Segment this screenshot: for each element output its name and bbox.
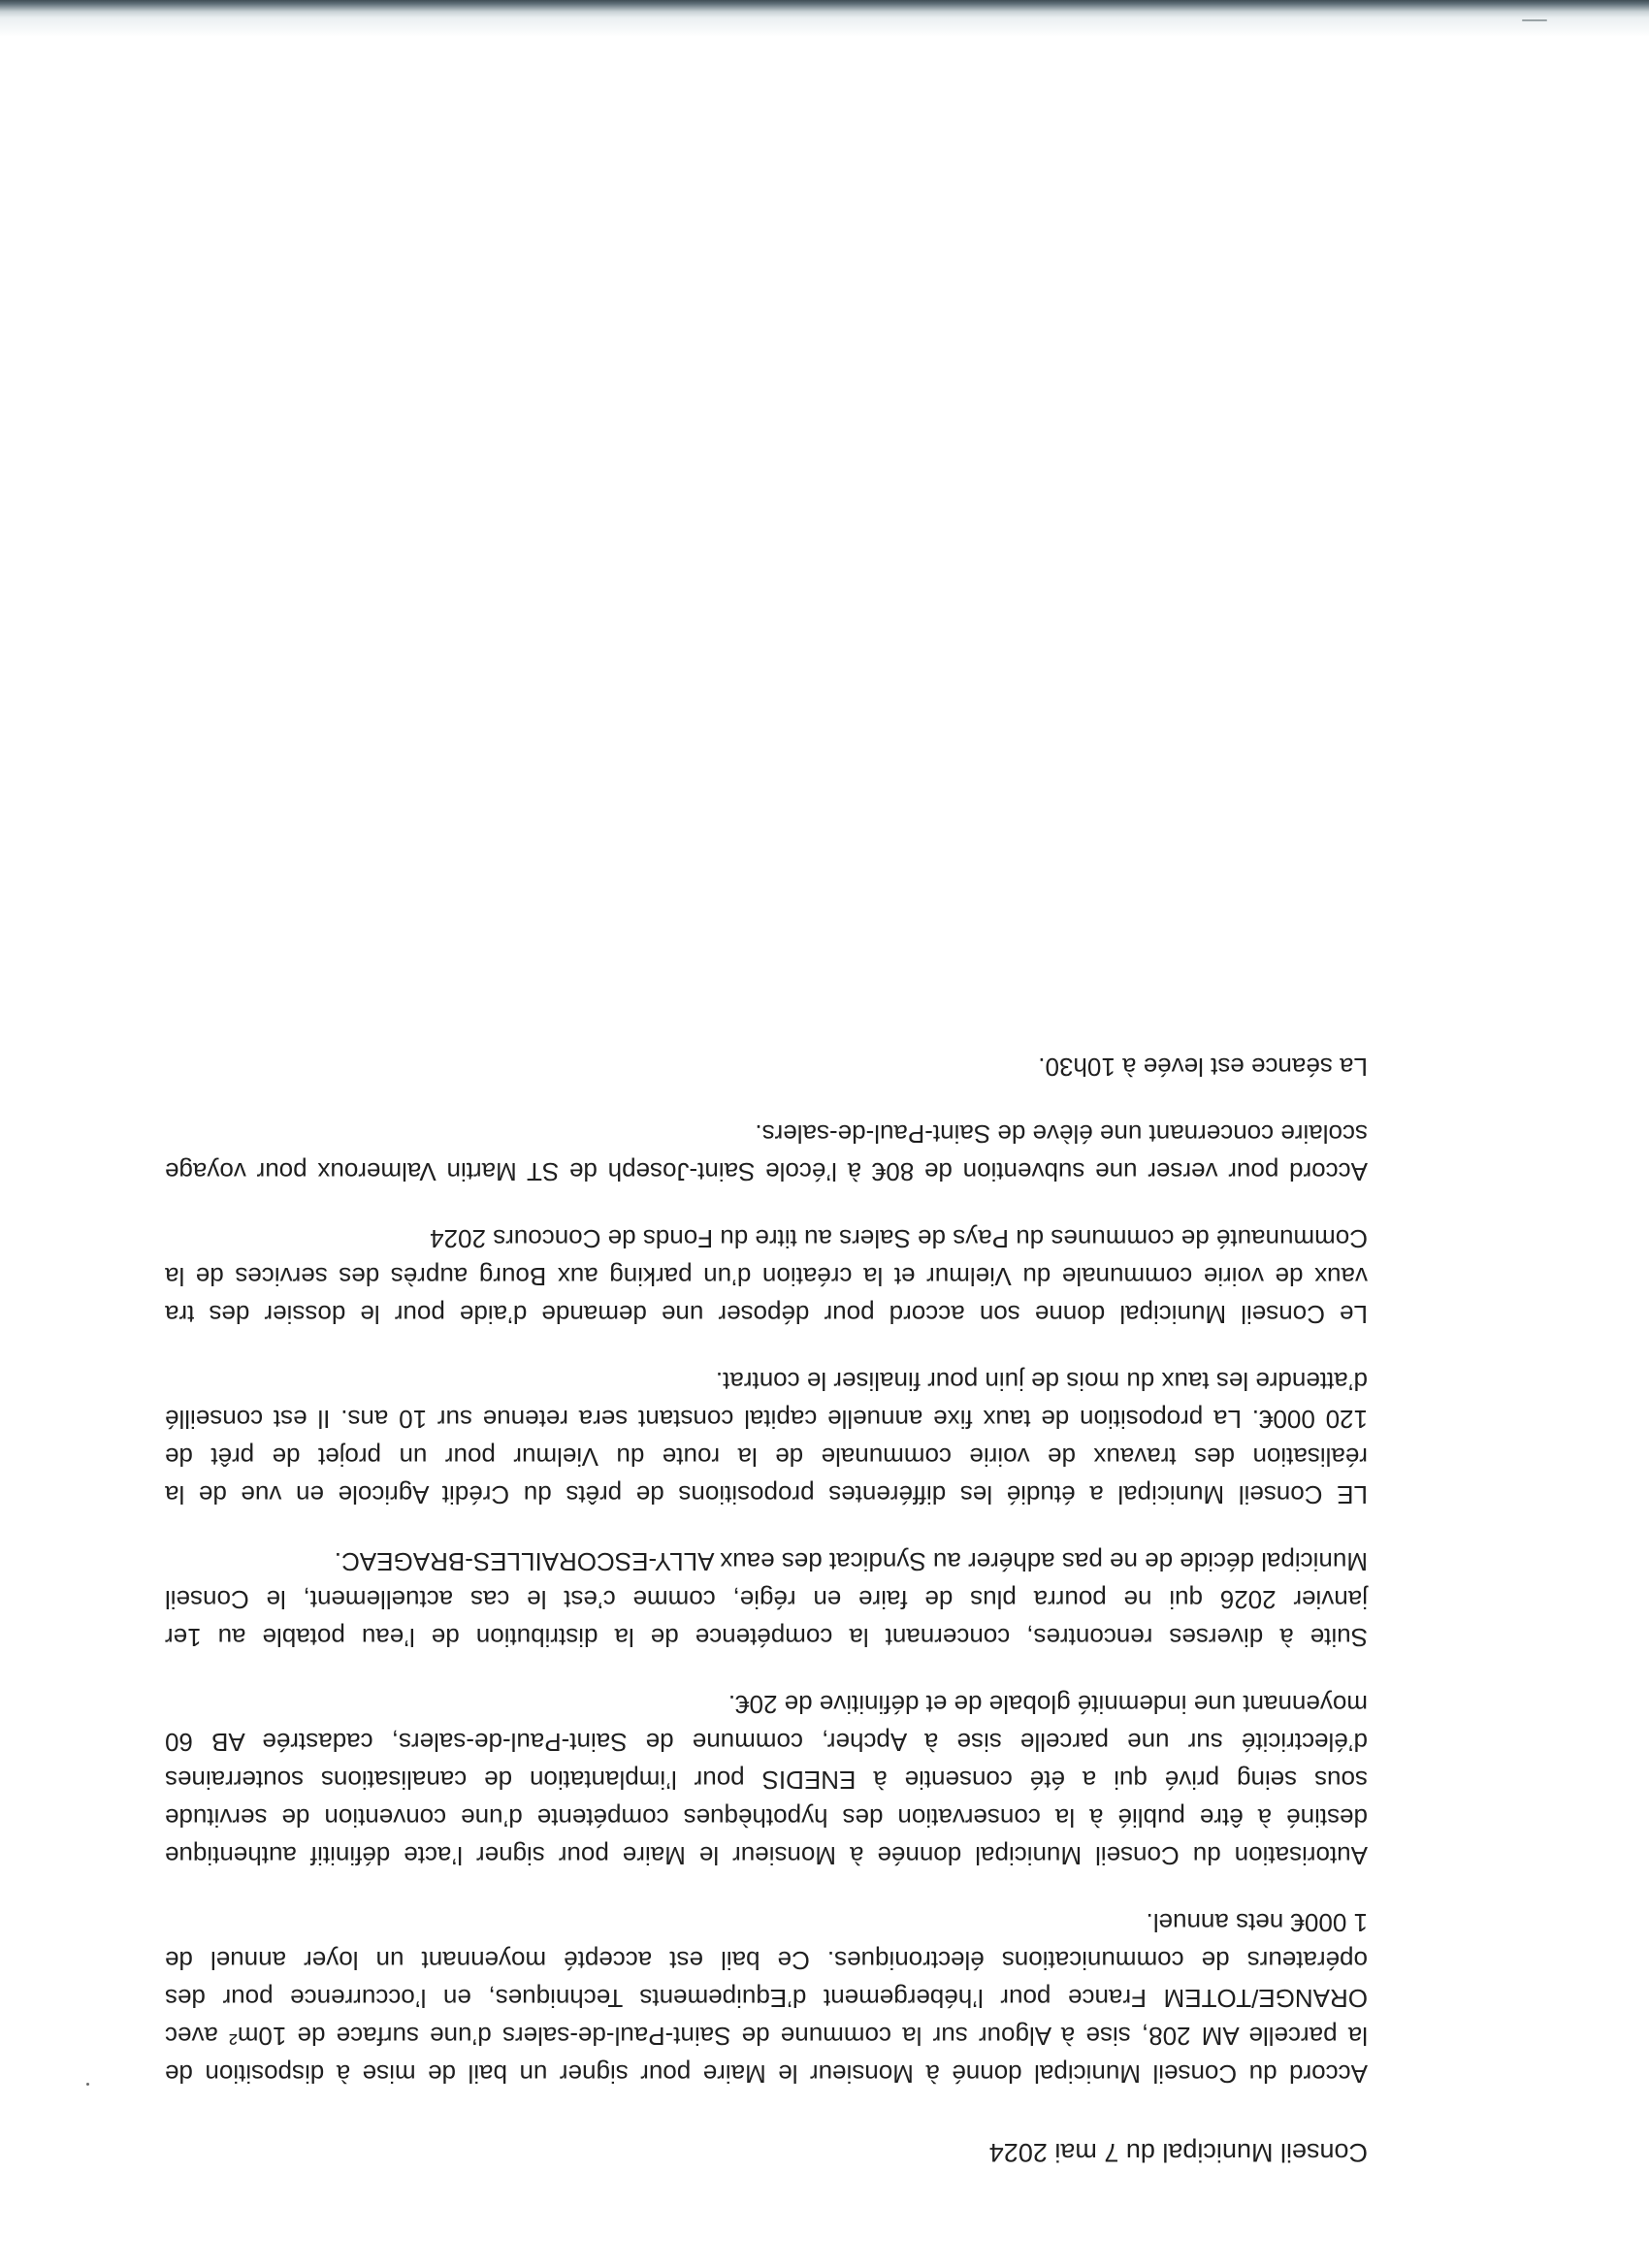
text-line: Autorisation du Conseil Municipal donnée à Monsieur le Maire pour signer l’acte définitif authentique [165, 1841, 1368, 1870]
scan-speck [86, 2083, 89, 2086]
text-line: ORANGE/TOTEM France pour l’hébergement d’Equipements Techniques, en l’occurrence pour des [165, 1984, 1368, 2013]
paragraph-subvention [165, 1115, 1368, 1190]
text-line: opérateurs de communications électroniques. Ce bail est accepté moyennant un loyer annuel de [165, 1946, 1368, 1975]
text-line: 120 000€. La proposition de taux fixe annuelle capital constant sera retenue sur 10 ans. Il est conseillé [165, 1405, 1368, 1434]
text-line: d’électricité sur une parcelle sise à Apcher, commune de Saint-Paul-de-salers, cadastrée AB 60 [165, 1728, 1368, 1757]
text-line: vaux de voirie communale du Vielmur et la création d’un parking aux Bourg auprès des services de la [165, 1262, 1368, 1291]
scanner-edge-strip [0, 0, 1649, 17]
text-line: Communauté de communes du Pays de Salers au titre du Fonds de Concours 2024 [430, 1224, 1368, 1253]
paragraph-servitude-enedis [165, 1685, 1368, 1874]
text-line: LE Conseil Municipal a étudié les différentes propositions de prêts du Crédit Agricole en vue de la [165, 1480, 1368, 1509]
text-line: Municipal décide de ne pas adhérer au Syndicat des eaux ALLY-ESCORAILLES-BRAGEAC. [334, 1547, 1368, 1576]
text-line: scolaire concernant une élève de Saint-Paul-de-salers. [755, 1119, 1368, 1149]
closing-statement: La séance est levée à 10h30. [1038, 1053, 1368, 1082]
paragraph-bail-orange [165, 1903, 1368, 2092]
paragraph-pret-credit-agricole [165, 1362, 1368, 1513]
text-line: Le Conseil Municipal donne son accord pour déposer une demande d’aide pour le dossier des tra [165, 1300, 1368, 1329]
scan-speck [1522, 19, 1547, 21]
document-title: Conseil Municipal du 7 mai 2024 [988, 2138, 1368, 2167]
scan-shadow [0, 17, 1649, 37]
text-line: réalisation des travaux de voirie communale de la route du Vielmur pour un projet de prêt de [165, 1442, 1368, 1472]
text-line: destiné à être publié à la conservation des hypothèques compétente d’une convention de servitude [165, 1803, 1368, 1832]
text-line: d’attendre les taux du mois de juin pour finaliser le contrat. [715, 1367, 1368, 1396]
text-line: sous seing privé qui a été consentie à ENEDIS pour l’implantation de canalisations souterraines [165, 1766, 1368, 1795]
text-line: Accord pour verser une subvention de 80€ à l’école Saint-Joseph de ST Martin Valmeroux pour voyage [165, 1157, 1368, 1186]
paragraph-eau-potable [165, 1542, 1368, 1656]
text-line: la parcelle AM 208, sise à Algour sur la commune de Saint-Paul-de-salers d’une surface de 10m² avec [165, 2022, 1368, 2051]
text-line: Suite à diverses rencontres, concernant la compétence de la distribution de l’eau potable au 1er [165, 1623, 1368, 1652]
document-body [165, 1048, 1368, 2171]
text-line: 1 000€ nets annuel. [1146, 1908, 1368, 1937]
text-line: janvier 2026 qui ne pourra plus de faire en régie, comme c’est le cas actuellement, le Conseil [165, 1585, 1368, 1614]
text-line: moyennant une indemnité globale de et définitive de 20€. [728, 1690, 1368, 1719]
text-line: Accord du Conseil Municipal donné à Monsieur le Maire pour signer un bail de mise à disposition de [165, 2059, 1368, 2089]
paragraph-demande-aide [165, 1219, 1368, 1333]
